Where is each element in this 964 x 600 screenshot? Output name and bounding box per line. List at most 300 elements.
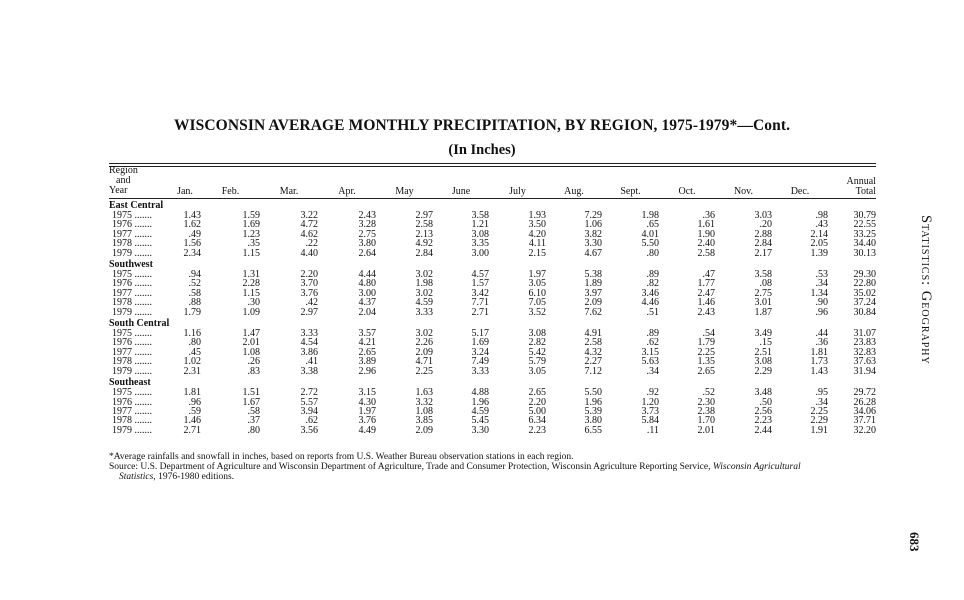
cell-mar: 2.97 — [300, 306, 318, 318]
cell-oct: 2.30 — [697, 396, 715, 408]
cell-year: 1975 ....... — [112, 328, 152, 340]
col-apr: Apr. — [338, 185, 356, 197]
cell-jun: 3.58 — [471, 210, 489, 221]
cell-nov: 2.84 — [754, 238, 772, 250]
cell-feb: 1.23 — [242, 228, 260, 240]
cell-oct: .47 — [702, 269, 715, 281]
cell-total: 30.84 — [853, 306, 876, 318]
cell-total: 32.83 — [853, 346, 876, 358]
cell-year: 1977 ....... — [112, 228, 152, 240]
cell-jun: 1.69 — [471, 337, 489, 349]
cell-jun: 1.57 — [471, 278, 489, 290]
cell-oct: 1.70 — [697, 415, 715, 427]
cell-jun: 4.59 — [471, 405, 489, 417]
cell-jun: 3.24 — [471, 346, 489, 358]
cell-dec: .34 — [815, 278, 828, 290]
cell-mar: 3.76 — [300, 287, 318, 299]
cell-sep: .80 — [646, 247, 659, 259]
cell-dec: .44 — [815, 328, 828, 340]
cell-year: 1979 ....... — [112, 365, 152, 377]
cell-may: 2.26 — [415, 337, 433, 349]
cell-total: 34.06 — [853, 405, 876, 417]
cell-oct: 2.40 — [697, 238, 715, 250]
cell-jan: .80 — [188, 337, 201, 349]
cell-jun: 1.96 — [471, 396, 489, 408]
cell-feb: .58 — [247, 405, 260, 417]
cell-sep: 5.63 — [641, 356, 659, 368]
cell-year: 1975 ....... — [112, 210, 152, 221]
cell-dec: 1.73 — [810, 356, 828, 368]
cell-nov: 3.49 — [754, 328, 772, 340]
cell-year: 1979 ....... — [112, 424, 152, 436]
cell-feb: 1.69 — [242, 219, 260, 231]
cell-may: 3.02 — [415, 287, 433, 299]
table-row — [109, 308, 876, 317]
source-editions: 1976-1980 editions. — [155, 472, 235, 482]
cell-aug: 7.29 — [584, 210, 602, 221]
cell-feb: 2.01 — [242, 337, 260, 349]
cell-dec: 1.81 — [810, 346, 828, 358]
cell-sep: .89 — [646, 269, 659, 281]
cell-may: 2.58 — [415, 219, 433, 231]
cell-jul: 7.05 — [528, 297, 546, 309]
cell-apr: 4.44 — [358, 269, 376, 281]
cell-apr: 4.21 — [358, 337, 376, 349]
cell-nov: 2.88 — [754, 228, 772, 240]
cell-dec: .98 — [815, 210, 828, 221]
cell-oct: .52 — [702, 387, 715, 399]
cell-oct: 2.58 — [697, 247, 715, 259]
cell-mar: 3.22 — [300, 210, 318, 221]
cell-aug: 5.50 — [584, 387, 602, 399]
cell-year: 1976 ....... — [112, 337, 152, 349]
cell-dec: 2.14 — [810, 228, 828, 240]
cell-may: 3.02 — [415, 328, 433, 340]
cell-jun: 1.21 — [471, 219, 489, 231]
cell-total: 31.07 — [853, 328, 876, 340]
cell-feb: .83 — [247, 365, 260, 377]
cell-jun: 3.08 — [471, 228, 489, 240]
cell-jun: 5.17 — [471, 328, 489, 340]
cell-apr: 3.15 — [358, 387, 376, 399]
cell-jan: .52 — [188, 278, 201, 290]
cell-dec: 1.91 — [810, 424, 828, 436]
cell-apr: 3.80 — [358, 238, 376, 250]
cell-feb: 1.51 — [242, 387, 260, 399]
page-number: 683 — [907, 532, 922, 552]
col-aug: Aug. — [564, 185, 584, 197]
cell-nov: 3.08 — [754, 356, 772, 368]
col-annual-total: Annual Total — [846, 176, 876, 197]
cell-jul: 5.42 — [528, 346, 546, 358]
cell-mar: 3.33 — [300, 328, 318, 340]
cell-oct: 2.65 — [697, 365, 715, 377]
cell-jul: 2.20 — [528, 396, 546, 408]
cell-nov: 2.75 — [754, 287, 772, 299]
cell-jul: 4.20 — [528, 228, 546, 240]
cell-aug: 3.82 — [584, 228, 602, 240]
cell-jan: .49 — [188, 228, 201, 240]
cell-aug: 1.96 — [584, 396, 602, 408]
cell-sep: .11 — [646, 424, 659, 436]
cell-jun: 2.71 — [471, 306, 489, 318]
cell-jul: 2.65 — [528, 387, 546, 399]
cell-jan: 1.02 — [183, 356, 201, 368]
cell-year: 1976 ....... — [112, 396, 152, 408]
cell-feb: 2.28 — [242, 278, 260, 290]
cell-nov: 3.48 — [754, 387, 772, 399]
cell-jan: .96 — [188, 396, 201, 408]
cell-mar: .42 — [305, 297, 318, 309]
cell-oct: 2.25 — [697, 346, 715, 358]
cell-jul: 5.00 — [528, 405, 546, 417]
cell-jul: 3.05 — [528, 278, 546, 290]
cell-jan: 1.43 — [183, 210, 201, 221]
cell-mar: 3.86 — [300, 346, 318, 358]
cell-aug: 2.27 — [584, 356, 602, 368]
cell-year: 1976 ....... — [112, 219, 152, 231]
cell-total: 22.55 — [853, 219, 876, 231]
cell-year: 1975 ....... — [112, 387, 152, 399]
cell-feb: .30 — [247, 297, 260, 309]
cell-jan: 2.31 — [183, 365, 201, 377]
cell-dec: 2.05 — [810, 238, 828, 250]
cell-aug: 4.91 — [584, 328, 602, 340]
cell-feb: 1.31 — [242, 269, 260, 281]
cell-jun: 5.45 — [471, 415, 489, 427]
cell-dec: 2.29 — [810, 415, 828, 427]
footnote: *Average rainfalls and snowfall in inches, based on reports from U.S. Weather Bureau observation stations in each region. — [109, 452, 574, 462]
cell-feb: 1.15 — [242, 247, 260, 259]
cell-year: 1979 ....... — [112, 247, 152, 259]
cell-apr: 1.97 — [358, 405, 376, 417]
cell-nov: .15 — [759, 337, 772, 349]
cell-feb: .26 — [247, 356, 260, 368]
cell-oct: 1.79 — [697, 337, 715, 349]
cell-jan: 1.62 — [183, 219, 201, 231]
cell-may: 1.98 — [415, 278, 433, 290]
cell-apr: 2.65 — [358, 346, 376, 358]
cell-dec: .95 — [815, 387, 828, 399]
cell-oct: 1.61 — [697, 219, 715, 231]
cell-sep: 1.98 — [641, 210, 659, 221]
cell-feb: .80 — [247, 424, 260, 436]
cell-sep: .65 — [646, 219, 659, 231]
cell-oct: 2.43 — [697, 306, 715, 318]
cell-feb: .35 — [247, 238, 260, 250]
cell-total: 30.79 — [853, 210, 876, 221]
cell-mar: 3.70 — [300, 278, 318, 290]
cell-oct: 1.46 — [697, 297, 715, 309]
cell-total: 22.80 — [853, 278, 876, 290]
top-rule — [109, 163, 876, 164]
cell-oct: 2.38 — [697, 405, 715, 417]
cell-nov: .20 — [759, 219, 772, 231]
cell-total: 37.24 — [853, 297, 876, 309]
cell-may: 2.84 — [415, 247, 433, 259]
header-rule — [109, 198, 876, 199]
cell-aug: 4.32 — [584, 346, 602, 358]
cell-may: 3.33 — [415, 306, 433, 318]
cell-apr: 3.89 — [358, 356, 376, 368]
cell-aug: 2.58 — [584, 337, 602, 349]
cell-may: 2.09 — [415, 424, 433, 436]
cell-jan: .45 — [188, 346, 201, 358]
cell-jan: .59 — [188, 405, 201, 417]
cell-total: 34.40 — [853, 238, 876, 250]
cell-jun: 4.57 — [471, 269, 489, 281]
cell-jun: 7.49 — [471, 356, 489, 368]
cell-jan: .94 — [188, 269, 201, 281]
cell-apr: 3.76 — [358, 415, 376, 427]
source-text: Source: U.S. Department of Agriculture and Wisconsin Department of Agriculture, Trade and Consumer Protection, Wisconsin Agriculture Reporting Service, — [109, 462, 713, 472]
cell-dec: .36 — [815, 337, 828, 349]
cell-year: 1977 ....... — [112, 287, 152, 299]
region-name: South Central — [109, 318, 170, 330]
cell-jun: 3.00 — [471, 247, 489, 259]
cell-oct: 1.90 — [697, 228, 715, 240]
table-row — [109, 426, 876, 435]
cell-apr: 4.37 — [358, 297, 376, 309]
cell-sep: .51 — [646, 306, 659, 318]
cell-aug: 2.09 — [584, 297, 602, 309]
region-year-header: Region and Year — [109, 165, 138, 196]
col-jun: June — [451, 185, 471, 197]
cell-total: 37.71 — [853, 415, 876, 427]
cell-dec: 2.25 — [810, 405, 828, 417]
cell-mar: 5.57 — [300, 396, 318, 408]
cell-oct: .54 — [702, 328, 715, 340]
cell-aug: 6.55 — [584, 424, 602, 436]
cell-may: 1.08 — [415, 405, 433, 417]
cell-jun: 3.35 — [471, 238, 489, 250]
cell-feb: 1.47 — [242, 328, 260, 340]
cell-sep: 1.20 — [641, 396, 659, 408]
cell-sep: .62 — [646, 337, 659, 349]
cell-oct: 1.77 — [697, 278, 715, 290]
cell-nov: 2.56 — [754, 405, 772, 417]
cell-total: 29.72 — [853, 387, 876, 399]
cell-dec: 1.34 — [810, 287, 828, 299]
cell-sep: 3.73 — [641, 405, 659, 417]
cell-year: 1978 ....... — [112, 297, 152, 309]
cell-jan: 2.71 — [183, 424, 201, 436]
cell-jan: 2.34 — [183, 247, 201, 259]
cell-total: 23.83 — [853, 337, 876, 349]
cell-may: 4.71 — [415, 356, 433, 368]
cell-jul: 6.10 — [528, 287, 546, 299]
source-note — [109, 462, 879, 482]
cell-jul: 3.50 — [528, 219, 546, 231]
cell-may: 2.13 — [415, 228, 433, 240]
cell-apr: 3.57 — [358, 328, 376, 340]
cell-mar: .41 — [305, 356, 318, 368]
col-sep: Sept. — [620, 185, 641, 197]
cell-jul: 2.23 — [528, 424, 546, 436]
cell-oct: 2.01 — [697, 424, 715, 436]
cell-sep: 3.46 — [641, 287, 659, 299]
cell-total: 33.25 — [853, 228, 876, 240]
cell-mar: 2.72 — [300, 387, 318, 399]
cell-jan: 1.79 — [183, 306, 201, 318]
section-sidebar-label: Statistics: Geography — [918, 215, 934, 365]
cell-mar: 4.72 — [300, 219, 318, 231]
cell-jun: 3.33 — [471, 365, 489, 377]
col-oct: Oct. — [678, 185, 696, 197]
header-row — [109, 166, 876, 199]
source-publication-name-cont: Statistics, — [119, 472, 156, 482]
cell-feb: 1.67 — [242, 396, 260, 408]
cell-jun: 4.88 — [471, 387, 489, 399]
cell-sep: .82 — [646, 278, 659, 290]
cell-mar: 4.62 — [300, 228, 318, 240]
cell-nov: 2.23 — [754, 415, 772, 427]
cell-aug: 5.38 — [584, 269, 602, 281]
cell-jul: 3.08 — [528, 328, 546, 340]
cell-nov: 2.17 — [754, 247, 772, 259]
cell-nov: 2.44 — [754, 424, 772, 436]
source-publication-name: Wisconsin Agricultural — [712, 462, 801, 472]
col-feb: Feb. — [221, 185, 240, 197]
table-row — [109, 249, 876, 258]
cell-jul: 4.11 — [528, 238, 546, 250]
cell-dec: 1.39 — [810, 247, 828, 259]
cell-year: 1978 ....... — [112, 238, 152, 250]
col-may: May — [395, 185, 414, 197]
cell-year: 1978 ....... — [112, 415, 152, 427]
cell-dec: .34 — [815, 396, 828, 408]
cell-nov: 2.29 — [754, 365, 772, 377]
cell-aug: 3.30 — [584, 238, 602, 250]
cell-total: 26.28 — [853, 396, 876, 408]
cell-sep: .34 — [646, 365, 659, 377]
cell-sep: .92 — [646, 387, 659, 399]
cell-mar: .22 — [305, 238, 318, 250]
cell-jul: 1.97 — [528, 269, 546, 281]
col-dec: Dec. — [790, 185, 810, 197]
cell-nov: 3.01 — [754, 297, 772, 309]
cell-mar: 2.20 — [300, 269, 318, 281]
cell-sep: 4.46 — [641, 297, 659, 309]
cell-jul: 6.34 — [528, 415, 546, 427]
cell-jan: 1.81 — [183, 387, 201, 399]
cell-may: 3.32 — [415, 396, 433, 408]
cell-mar: 4.54 — [300, 337, 318, 349]
cell-jun: 3.42 — [471, 287, 489, 299]
cell-oct: 1.35 — [697, 356, 715, 368]
cell-mar: 3.56 — [300, 424, 318, 436]
cell-jul: 3.05 — [528, 365, 546, 377]
table-title: WISCONSIN AVERAGE MONTHLY PRECIPITATION, BY REGION, 1975-1979*—Cont. — [173, 117, 791, 134]
cell-apr: 2.04 — [358, 306, 376, 318]
cell-aug: 7.62 — [584, 306, 602, 318]
cell-may: 3.85 — [415, 415, 433, 427]
col-jul: July — [509, 185, 526, 197]
cell-nov: 1.87 — [754, 306, 772, 318]
cell-jul: 5.79 — [528, 356, 546, 368]
cell-may: 4.92 — [415, 238, 433, 250]
col-jan: Jan. — [177, 185, 193, 197]
cell-aug: 4.67 — [584, 247, 602, 259]
precipitation-table — [109, 166, 876, 435]
cell-apr: 2.43 — [358, 210, 376, 221]
cell-aug: 3.80 — [584, 415, 602, 427]
cell-mar: 3.38 — [300, 365, 318, 377]
cell-apr: 2.75 — [358, 228, 376, 240]
cell-apr: 4.80 — [358, 278, 376, 290]
cell-may: 1.63 — [415, 387, 433, 399]
cell-sep: 5.84 — [641, 415, 659, 427]
table-body — [109, 199, 876, 435]
col-mar: Mar. — [279, 185, 299, 197]
cell-feb: 1.59 — [242, 210, 260, 221]
cell-total: 29.30 — [853, 269, 876, 281]
region-name: East Central — [109, 200, 164, 212]
region-name: Southeast — [109, 377, 151, 389]
cell-apr: 3.00 — [358, 287, 376, 299]
cell-jul: 2.82 — [528, 337, 546, 349]
table-subtitle: (In Inches) — [448, 142, 516, 158]
cell-sep: 3.15 — [641, 346, 659, 358]
cell-nov: .50 — [759, 396, 772, 408]
cell-oct: .36 — [702, 210, 715, 221]
cell-sep: .89 — [646, 328, 659, 340]
cell-mar: .62 — [305, 415, 318, 427]
cell-mar: 4.40 — [300, 247, 318, 259]
cell-feb: 1.15 — [242, 287, 260, 299]
cell-jul: 2.15 — [528, 247, 546, 259]
cell-dec: .43 — [815, 219, 828, 231]
cell-nov: 3.58 — [754, 269, 772, 281]
cell-year: 1977 ....... — [112, 405, 152, 417]
cell-year: 1976 ....... — [112, 278, 152, 290]
cell-mar: 3.94 — [300, 405, 318, 417]
cell-may: 2.25 — [415, 365, 433, 377]
cell-jun: 3.30 — [471, 424, 489, 436]
cell-may: 2.09 — [415, 346, 433, 358]
cell-year: 1979 ....... — [112, 306, 152, 318]
cell-feb: 1.09 — [242, 306, 260, 318]
cell-apr: 4.49 — [358, 424, 376, 436]
cell-total: 32.20 — [853, 424, 876, 436]
cell-total: 30.13 — [853, 247, 876, 259]
cell-dec: .53 — [815, 269, 828, 281]
cell-nov: 3.03 — [754, 210, 772, 221]
cell-jul: 1.93 — [528, 210, 546, 221]
cell-feb: 1.08 — [242, 346, 260, 358]
cell-may: 3.02 — [415, 269, 433, 281]
cell-jan: .58 — [188, 287, 201, 299]
cell-may: 2.97 — [415, 210, 433, 221]
cell-total: 35.02 — [853, 287, 876, 299]
cell-feb: .37 — [247, 415, 260, 427]
cell-apr: 2.96 — [358, 365, 376, 377]
cell-nov: 2.51 — [754, 346, 772, 358]
cell-aug: 3.97 — [584, 287, 602, 299]
cell-jan: .88 — [188, 297, 201, 309]
cell-dec: 1.43 — [810, 365, 828, 377]
cell-aug: 1.06 — [584, 219, 602, 231]
cell-jan: 1.56 — [183, 238, 201, 250]
cell-nov: .08 — [759, 278, 772, 290]
cell-aug: 7.12 — [584, 365, 602, 377]
cell-dec: .90 — [815, 297, 828, 309]
cell-sep: 4.01 — [641, 228, 659, 240]
col-nov: Nov. — [733, 185, 754, 197]
table-row — [109, 367, 876, 376]
region-name: Southwest — [109, 259, 153, 271]
cell-dec: .96 — [815, 306, 828, 318]
